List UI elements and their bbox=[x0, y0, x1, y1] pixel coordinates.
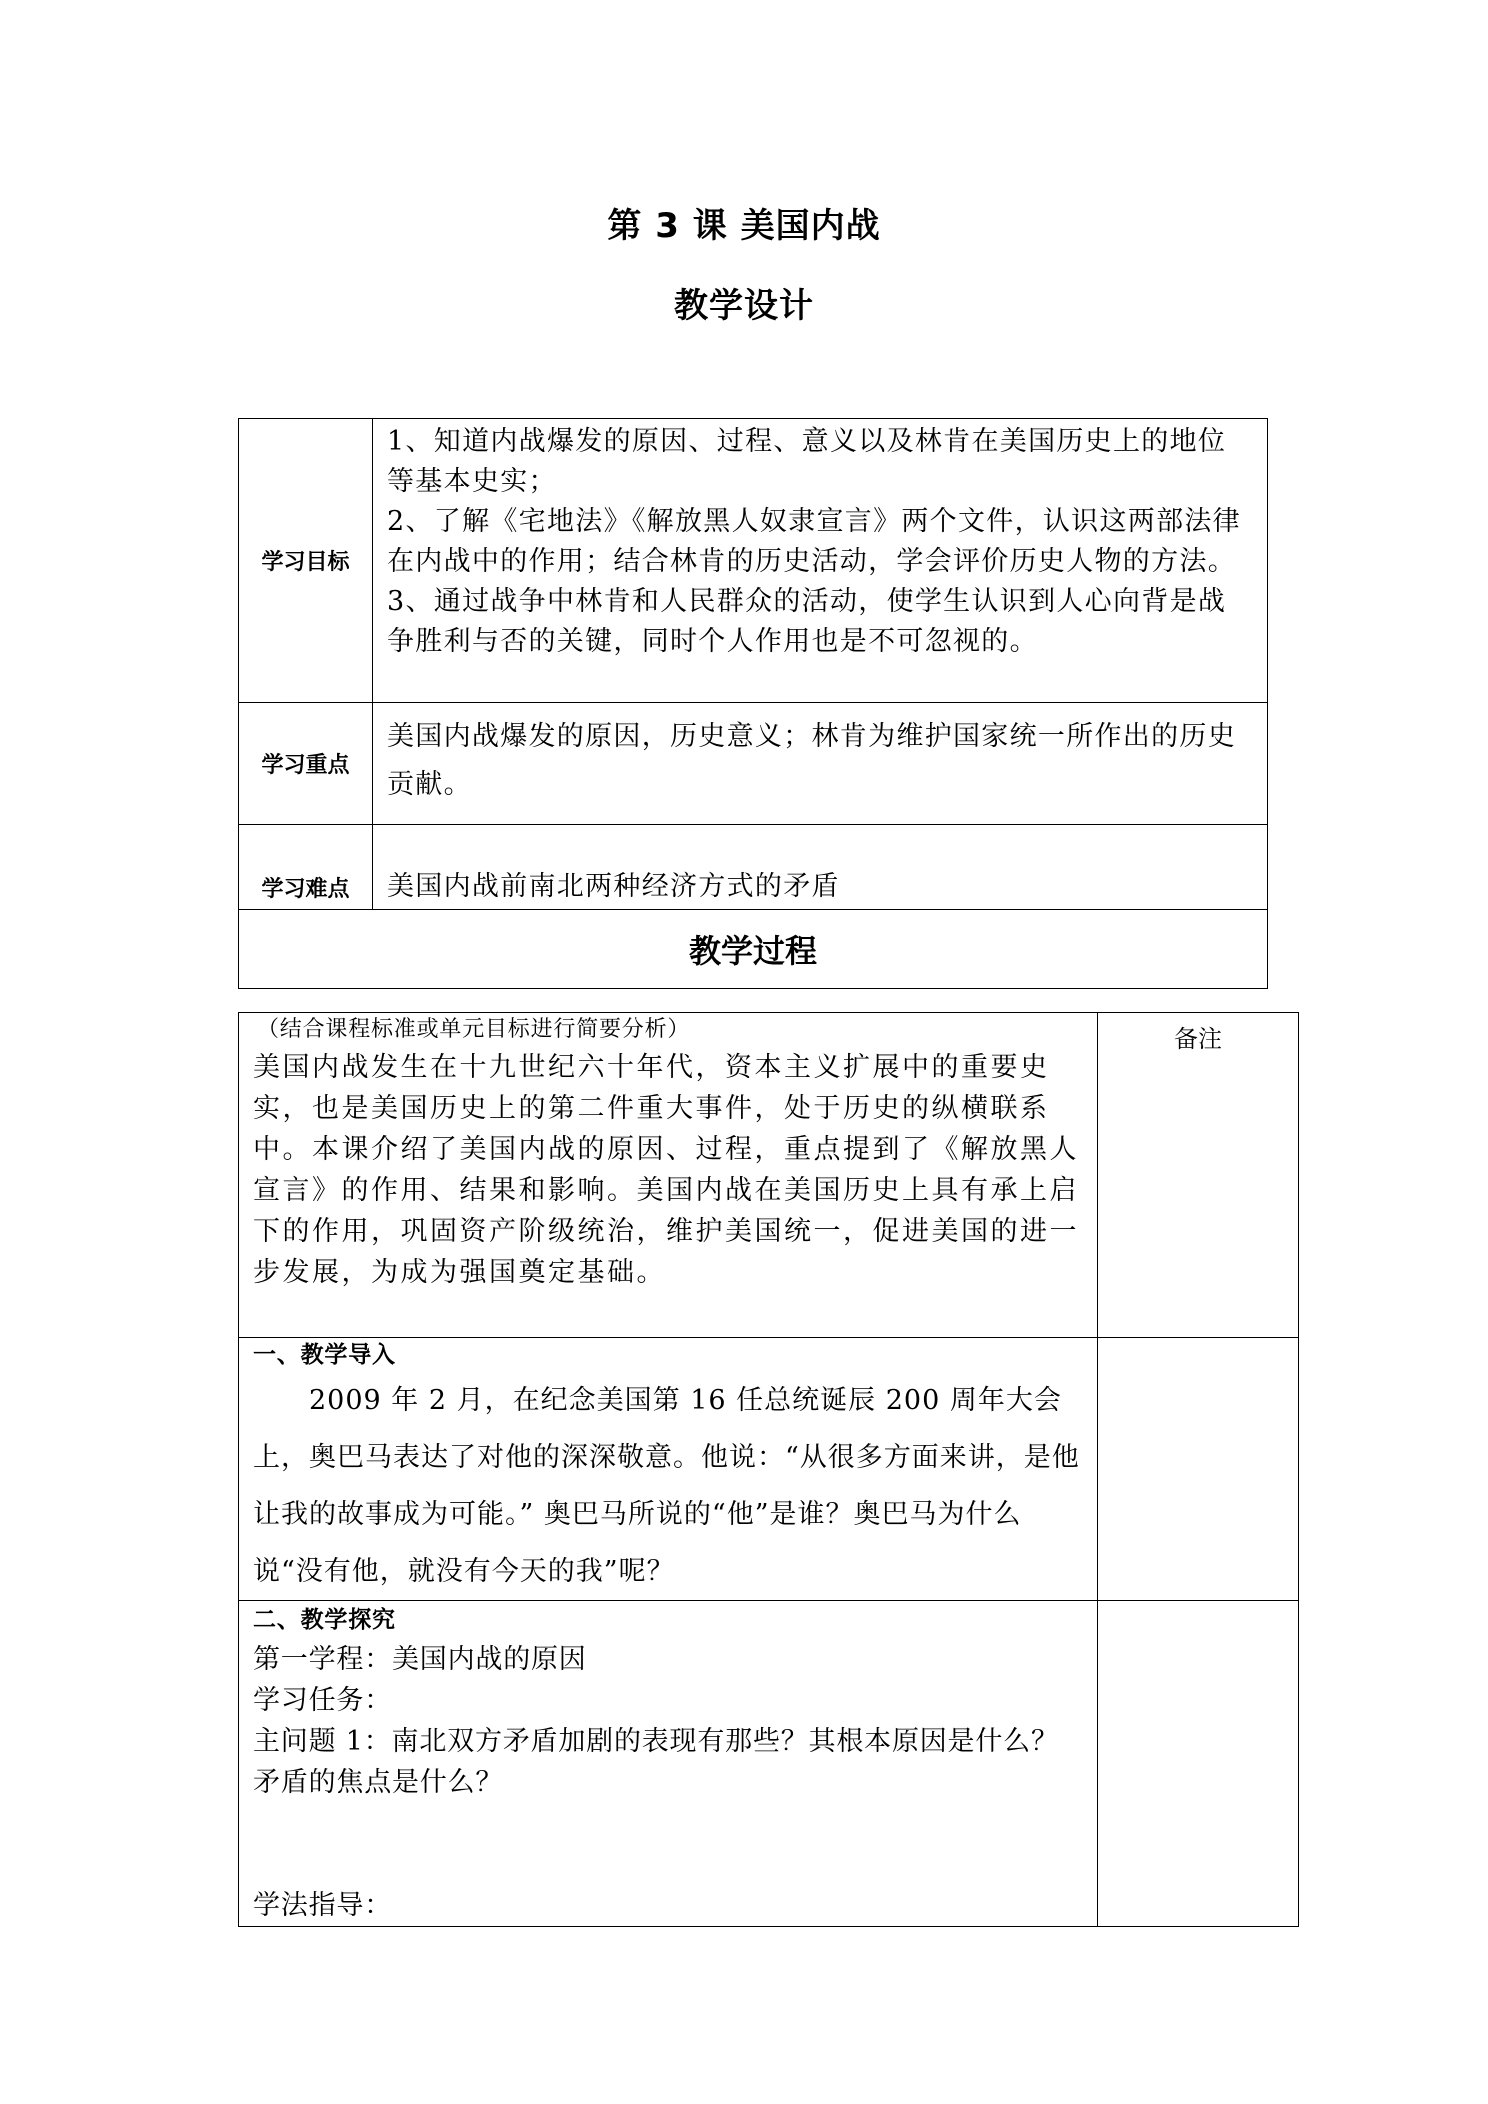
explore-question: 主问题 1：南北双方矛盾加剧的表现有那些？其根本原因是什么？矛盾的焦点是什么？ bbox=[253, 1726, 1059, 1798]
focus-content: 美国内战爆发的原因，历史意义；林肯为维护国家统一所作出的历史贡献。 bbox=[373, 703, 1268, 825]
process-table bbox=[238, 1012, 1299, 1927]
intro-row bbox=[239, 1338, 1299, 1601]
process-heading-row bbox=[239, 910, 1268, 989]
explore-cell bbox=[239, 1601, 1098, 1927]
explore-method-label: 学法指导： bbox=[253, 1890, 392, 1921]
intro-notes-cell bbox=[1098, 1338, 1299, 1601]
explore-stage: 第一学程：美国内战的原因 bbox=[253, 1644, 587, 1675]
difficulty-label: 学习难点 bbox=[239, 825, 373, 910]
page-subtitle: 教学设计 bbox=[674, 286, 814, 326]
intro-cell bbox=[239, 1338, 1098, 1601]
focus-label: 学习重点 bbox=[239, 703, 373, 825]
objective-item: 1、知道内战爆发的原因、过程、意义以及林肯在美国历史上的地位等基本史实； bbox=[387, 426, 1227, 497]
objectives-content bbox=[373, 419, 1268, 703]
intro-text: 2009 年 2 月，在纪念美国第 16 任总统诞辰 200 周年大会上，奥巴马表达了对他的深深敬意。他说：“从很多方面来讲，是他让我的故事成为可能。” 奥巴马所说的“他”是谁？奥巴马为什么说“没有他，就没有今天的我”呢？ bbox=[253, 1385, 1080, 1587]
objectives-table bbox=[238, 418, 1268, 989]
process-heading: 教学过程 bbox=[239, 910, 1268, 989]
explore-notes-cell bbox=[1098, 1601, 1299, 1927]
page-title: 第 3 课 美国内战 bbox=[607, 206, 881, 246]
analysis-row bbox=[239, 1013, 1299, 1338]
analysis-text: 美国内战发生在十九世纪六十年代，资本主义扩展中的重要史实，也是美国历史上的第二件重大事件，处于历史的纵横联系中。本课介绍了美国内战的原因、过程，重点提到了《解放黑人宣言》的作用、结果和影响。美国内战在美国历史上具有承上启下的作用，巩固资产阶级统治，维护美国统一，促进美国的进一步发展，为成为强国奠定基础。 bbox=[253, 1052, 1079, 1288]
objectives-row bbox=[239, 419, 1268, 703]
explore-task-label: 学习任务： bbox=[253, 1685, 392, 1716]
explore-blank-space bbox=[253, 1803, 1083, 1885]
explore-heading: 二、教学探究 bbox=[253, 1607, 396, 1633]
difficulty-row bbox=[239, 825, 1268, 910]
intro-heading: 一、教学导入 bbox=[253, 1342, 396, 1368]
objective-item: 3、通过战争中林肯和人民群众的活动，使学生认识到人心向背是战争胜利与否的关键，同时个人作用也是不可忽视的。 bbox=[387, 586, 1227, 657]
objectives-label: 学习目标 bbox=[239, 419, 373, 703]
objective-item: 2、了解《宅地法》《解放黑人奴隶宣言》两个文件，认识这两部法律在内战中的作用；结合林肯的历史活动，学会评价历史人物的方法。 bbox=[387, 506, 1241, 577]
difficulty-content: 美国内战前南北两种经济方式的矛盾 bbox=[373, 825, 1268, 910]
analysis-hint: （结合课程标准或单元目标进行简要分析） bbox=[257, 1017, 691, 1042]
analysis-cell bbox=[239, 1013, 1098, 1338]
focus-row bbox=[239, 703, 1268, 825]
notes-header: 备注 bbox=[1098, 1013, 1299, 1338]
explore-row bbox=[239, 1601, 1299, 1927]
